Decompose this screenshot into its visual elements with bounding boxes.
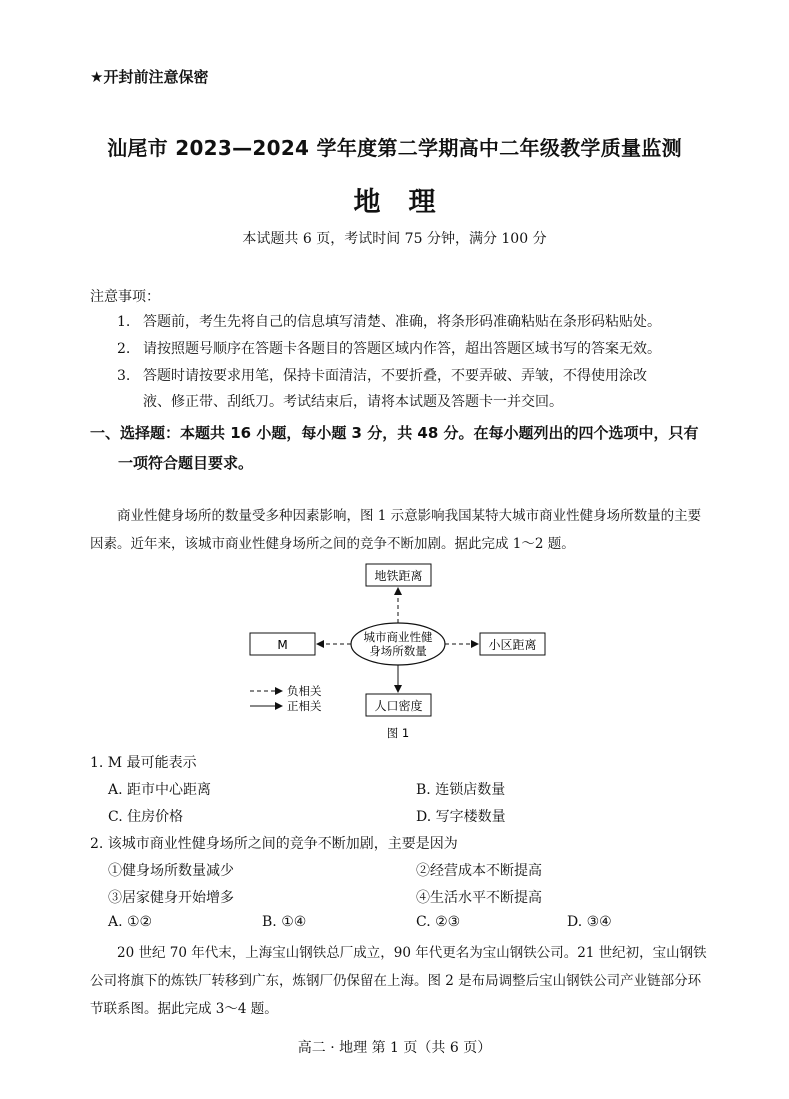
exam-info: 本试题共 6 页，考试时间 75 分钟，满分 100 分: [242, 231, 547, 247]
passage-1: 商业性健身场所的数量受多种因素影响，图 1 示意影响我国某特大城市商业性健身场所数量的主要因素。近年来，该城市商业性健身场所之间的竞争不断加剧。据此完成 1～2 题。: [90, 508, 702, 552]
center-label-line1: 城市商业性健: [363, 630, 433, 644]
subject-title: 地理: [353, 187, 464, 218]
note-text: 答题前，考生先将自己的信息填写清楚、准确，将条形码准确粘贴在条形码粘贴处。: [143, 314, 661, 330]
note-text-continued: 液、修正带、刮纸刀。考试结束后，请将本试题及答题卡一并交回。: [143, 394, 563, 410]
note-item-3: [117, 363, 707, 415]
figure-1-diagram: [240, 556, 560, 746]
question-2-option-b: B. ①④: [262, 914, 307, 930]
note-number: 1.: [117, 314, 131, 330]
question-1-option-c: C. 住房价格: [108, 809, 184, 825]
note-item-2: [117, 336, 707, 362]
center-label-line2: 身场所数量: [369, 644, 427, 658]
note-text: 请按照题号顺序在答题卡各题目的答题区域内作答，超出答题区域书写的答案无效。: [143, 341, 661, 357]
question-2-stem: 2. 该城市商业性健身场所之间的竞争不断加剧，主要是因为: [90, 836, 458, 852]
question-1-option-b: B. 连锁店数量: [416, 782, 506, 798]
exam-title: 汕尾市 2023—2024 学年度第二学期高中二年级教学质量监测: [107, 136, 682, 160]
factor-label-bottom: 人口密度: [374, 699, 423, 713]
question-1-option-d: D. 写字楼数量: [416, 809, 506, 825]
note-number: 3.: [117, 368, 131, 384]
legend-positive-label: 正相关: [287, 699, 322, 713]
question-2-statement-1: ①健身场所数量减少: [108, 863, 234, 879]
section-heading: [90, 418, 710, 478]
note-number: 2.: [117, 341, 131, 357]
passage-2: 20 世纪 70 年代末，上海宝山钢铁总厂成立，90 年代更名为宝山钢铁公司。21 世纪初，宝山钢铁公司将旗下的炼铁厂转移到广东，炼钢厂仍保留在上海。图 2 是布局调整后宝山钢铁公司产业链部分环节联系图。据此完成 3～4 题。: [90, 945, 707, 1017]
question-2-option-d: D. ③④: [567, 914, 612, 930]
figure-caption: 图 1: [386, 726, 410, 740]
page-footer: 高二 · 地理 第 1 页（共 6 页）: [297, 1040, 492, 1056]
note-text: 答题时请按要求用笔，保持卡面清洁，不要折叠，不要弄破、弄皱，不得使用涂改: [143, 368, 647, 384]
legend-negative-label: 负相关: [287, 684, 322, 698]
factor-label-top: 地铁距离: [374, 569, 423, 583]
factor-label-left: M: [277, 638, 288, 652]
section-heading-line1: 一、选择题：本题共 16 小题，每小题 3 分，共 48 分。在每小题列出的四个选项中，只有: [90, 424, 699, 442]
notes-heading: 注意事项：: [90, 289, 160, 305]
question-2-option-a: A. ①②: [108, 914, 153, 930]
question-2-statement-4: ④生活水平不断提高: [416, 890, 542, 906]
factor-label-right: 小区距离: [488, 638, 537, 652]
question-2-statement-3: ③居家健身开始增多: [108, 890, 234, 906]
question-2-option-c: C. ②③: [416, 914, 461, 930]
question-2-statement-2: ②经营成本不断提高: [416, 863, 542, 879]
question-1-option-a: A. 距市中心距离: [108, 782, 212, 798]
section-heading-line2: 一项符合题目要求。: [118, 454, 254, 472]
note-item-1: [117, 309, 707, 335]
confidentiality-notice: ★开封前注意保密: [90, 68, 209, 86]
question-1-stem: 1. M 最可能表示: [90, 755, 197, 771]
